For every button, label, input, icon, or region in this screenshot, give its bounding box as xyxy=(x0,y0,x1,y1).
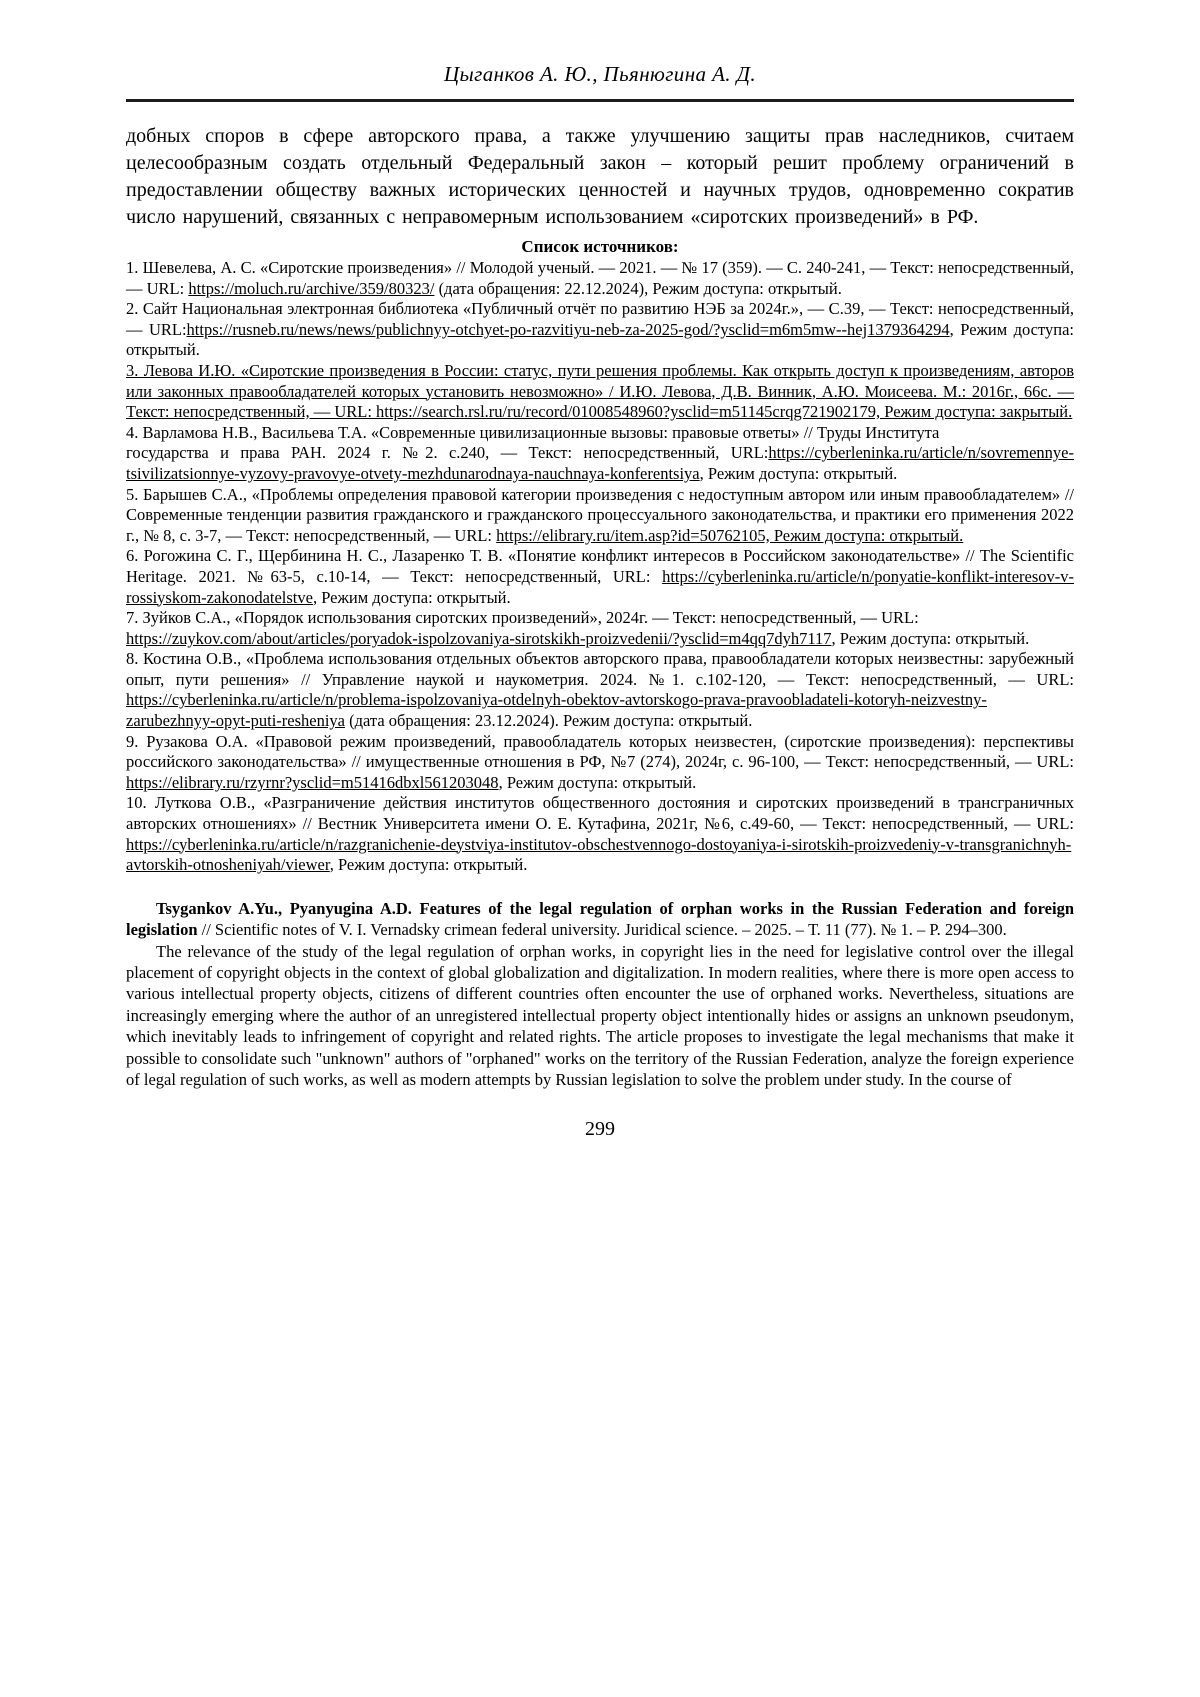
text-segment: Tsygankov A.Yu., Pyanyugina A.D. Features of the legal regulation of orphan works in the Russian Federation and foreign legislation xyxy=(126,898,1074,940)
text-segment: // Scientific notes of V. I. Vernadsky crimean federal university. Juridical science. – 2025. – Т. 11 (77). № 1. – P. 294–300. xyxy=(197,920,1007,940)
url-link[interactable]: https://cyberleninka.ru/article/n/sovremennye-tsivilizatsionnye-vyzovy-pravovye-otvety-mezhdunarodnaya-nauchnaya-konferentsiya xyxy=(126,443,1074,483)
references-list xyxy=(126,258,1074,876)
reference-item-1 xyxy=(126,258,1074,299)
text-segment: 1. Шевелева, А. С. «Сиротские произведения» // Молодой ученый. — 2021. — № 17 (359). — С. 240-241, — Текст: непосредственный, — URL: xyxy=(126,258,1074,298)
text-segment: государства и права РАН. 2024 г. №2. с.240, — Текст: непосредственный, URL: xyxy=(126,443,769,463)
url-link[interactable]: https://rusneb.ru/news/news/publichnyy-otchyet-po-razvitiyu-neb-za-2025-god/?ysclid=m6m5mw--hej1379364294 xyxy=(186,319,950,339)
text-segment: 6. Рогожина С. Г., Щербинина Н. С., Лазаренко Т. В. «Понятие конфликт интересов в Российском законодательстве» // The Scientific Heritage. 2021. №63-5, с.10-14, — Текст: непосредственный, URL: xyxy=(126,546,1074,586)
header-rule xyxy=(126,99,1074,102)
text-segment: 2. Сайт Национальная электронная библиотека «Публичный отчёт по развитию НЭБ за 2024г.», — С.39, — Текст: непосредственный, — URL: xyxy=(126,299,1074,339)
text-segment: , Режим доступа: открытый. xyxy=(699,463,898,483)
reference-item-5 xyxy=(126,485,1074,547)
text-segment: , Режим доступа: открытый. xyxy=(126,319,1074,360)
text-segment: , Режим доступа: открытый. xyxy=(329,855,528,875)
reference-item-10 xyxy=(126,793,1074,875)
reference-item-2 xyxy=(126,299,1074,361)
english-abstract-paragraph: The relevance of the study of the legal regulation of orphan works, in copyright lies in the need for legislative control over the illegal placement of copyright objects in the context of global globalization and digitalization. In modern realities, where there is more open access to various intellectual property objects, citizens of different countries often encounter the use of orphaned works. Nevertheless, situations are increasingly emerging where the author of an unregistered intellectual property object intentionally hides or assigns an unknown pseudonym, which inevitably leads to infringement of copyright and related rights. The article proposes to investigate the legal mechanisms that make it possible to consolidate such "unknown" authors of "orphaned" works on the territory of the Russian Federation, analyze the foreign experience of legal regulation of such works, as well as modern attempts by Russian legislation to solve the problem under study. In the course of xyxy=(126,941,1074,1090)
running-title-authors: Цыганков А. Ю., Пьянюгина А. Д. xyxy=(443,62,757,86)
text-segment: (дата обращения: 22.12.2024), Режим доступа: открытый. xyxy=(434,278,842,298)
text-segment: 5. Барышев С.А., «Проблемы определения правовой категории произведения с недоступным автором или иным правообладателем» // Современные тенденции развития гражданского и гражданского процессуального законодательства, и практики его применения 2022 г., № 8, с. 3-7, — Текст: непосредственный, — URL: xyxy=(126,484,1074,545)
url-link[interactable]: https://elibrary.ru/item.asp?id=50762105, Режим доступа: открытый. xyxy=(496,525,964,545)
text-segment: 10. Луткова О.В., «Разграничение действия институтов общественного достояния и сиротских произведений в трансграничных авторских отношениях» // Вестник Университета имени О. Е. Кутафина, 2021г, №6, с.49-60, — Текст: непосредственный, — URL: xyxy=(126,793,1074,834)
url-link[interactable]: 3. Левова И.Ю. «Сиротские произведения в России: статус, пути решения проблемы. Как открыть доступ к произведениям, авторов или законных правообладателей которых установить невозможно» / И.Ю. Левова, Д.В. Винник, А.Ю. Моисеева. М.: 2016г., 66с. — Текст: непосредственный, — URL: https://search.rsl.ru/ru/record/01008548960?ysclid=m51145crqg721902179, Режим доступа: закрытый. xyxy=(126,360,1074,422)
text-segment: 9. Рузакова О.А. «Правовой режим произведений, правообладатель которых неизвестен, (сиротские произведения): перспективы российского законодательства» // имущественные отношения в РФ, №7 (274), 2024г, с. 96-100, — Текст: непосредственный, — URL: xyxy=(126,731,1074,772)
text-segment: 4. Варламова Н.В., Васильева Т.А. «Современные цивилизационные вызовы: правовые ответы» // Труды Института xyxy=(126,422,940,442)
text-segment: 8. Костина О.В., «Проблема использования отдельных объектов авторского права, правообладатели которых неизвестны: зарубежный опыт, пути решения» // Управление наукой и наукометрия. 2024. №1. с.102-120, — Текст: непосредственный, — URL: xyxy=(126,649,1074,689)
reference-item-7 xyxy=(126,608,1074,649)
url-link[interactable]: https://elibrary.ru/rzyrnr?ysclid=m51416dbxl561203048 xyxy=(126,772,499,792)
body-paragraph: добных споров в сфере авторского права, а также улучшению защиты прав наследников, считаем целесообразным создать отдельный Федеральный закон – который решит проблему ограничений в предоставлении обществу важных исторических ценностей и научных трудов, одновременно сократив число нарушений, связанных с неправомерным использованием «сиротских произведений» в РФ. xyxy=(126,125,1074,228)
url-link[interactable]: https://zuykov.com/about/articles/poryadok-ispolzovaniya-sirotskikh-proizvedenii/?ysclid=m4qq7dyh7117 xyxy=(126,628,832,648)
page-number: 299 xyxy=(585,1118,615,1141)
reference-item-3 xyxy=(126,361,1074,423)
url-link[interactable]: https://cyberleninka.ru/article/n/razgranichenie-deystviya-institutov-obschestvennogo-dostoyaniya-i-sirotskih-proizvedeniy-v-transgranichnyh-avtorskih-otnosheniyah/viewer xyxy=(126,834,1072,875)
text-segment: 7. Зуйков С.А., «Порядок использования сиротских произведений», 2024г. — Текст: непосредственный, — URL: xyxy=(126,608,919,628)
reference-item-4 xyxy=(126,423,1074,485)
url-link[interactable]: https://cyberleninka.ru/article/n/ponyatie-konflikt-interesov-v-rossiyskom-zakonodatelstve xyxy=(126,566,1074,607)
sources-heading: Список источников: xyxy=(521,237,679,256)
text-segment: , Режим доступа: открытый. xyxy=(831,628,1030,648)
reference-item-9 xyxy=(126,732,1074,794)
text-segment: , Режим доступа: открытый. xyxy=(498,772,697,792)
text-segment: , Режим доступа: открытый. xyxy=(312,587,511,607)
text-segment: (дата обращения: 23.12.2024). Режим доступа: открытый. xyxy=(345,711,753,731)
reference-item-8 xyxy=(126,649,1074,731)
url-link[interactable]: https://moluch.ru/archive/359/80323/ xyxy=(188,278,435,298)
english-citation xyxy=(126,898,1074,941)
reference-item-6 xyxy=(126,546,1074,608)
url-link[interactable]: https://cyberleninka.ru/article/n/problema-ispolzovaniya-otdelnyh-obektov-avtorskogo-prava-pravoobladateli-kotoryh-neizvestny-zarubezhnyy-opyt-puti-resheniya xyxy=(126,690,987,731)
